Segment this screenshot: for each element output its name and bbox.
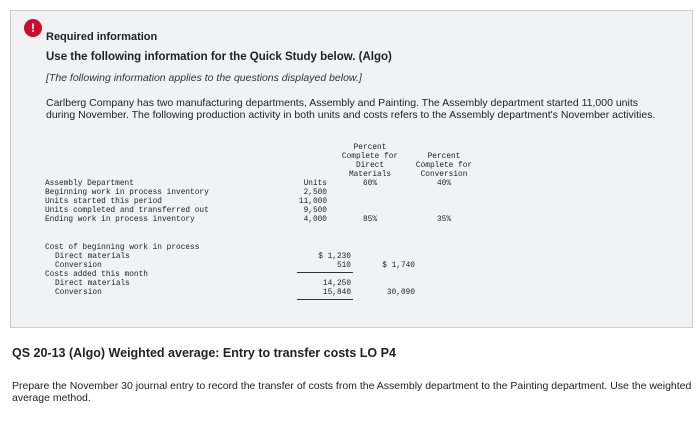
header-units: Units — [303, 180, 327, 188]
cost-added-total: 30,090 — [386, 289, 415, 297]
required-information-title: Required information — [46, 31, 158, 43]
header-conversion-line-3: Conversion — [420, 171, 468, 179]
row-ending-wip-units: 4,000 — [303, 216, 327, 224]
header-materials-line-1: Percent — [353, 144, 387, 152]
row-ending-wip-label: Ending work in process inventory — [45, 216, 195, 224]
cost-added-materials-value: 14,250 — [322, 280, 351, 288]
row-units-completed-units: 9,500 — [303, 207, 327, 215]
cost-added-materials-label: Direct materials — [55, 280, 130, 288]
row-beginning-wip-units: 2,500 — [303, 189, 327, 197]
question-prompt: Prepare the November 30 journal entry to record the transfer of costs from the Assembly department to the Painting department. Use the weighted average method. — [12, 380, 692, 404]
cost-added-label: Costs added this month — [45, 271, 148, 279]
row-beginning-wip-label: Beginning work in process inventory — [45, 189, 209, 197]
row-units-completed-label: Units completed and transferred out — [45, 207, 209, 215]
header-department: Assembly Department — [45, 180, 134, 188]
cost-added-conversion-value: 15,840 — [322, 289, 351, 297]
row-units-started-units: 11,000 — [298, 198, 327, 206]
cost-beginning-conversion-label: Conversion — [55, 262, 102, 270]
cost-added-conversion-label: Conversion — [55, 289, 102, 297]
row-ending-wip-materials-pct: 85% — [362, 216, 378, 224]
cost-beginning-conversion-value: 510 — [336, 262, 351, 270]
required-information-panel — [10, 10, 693, 328]
cost-beginning-materials-label: Direct materials — [55, 253, 130, 261]
row-units-started-label: Units started this period — [45, 198, 162, 206]
row-beginning-wip-conversion-pct: 40% — [436, 180, 452, 188]
header-materials-line-2: Complete for — [341, 153, 399, 161]
row-beginning-wip-materials-pct: 60% — [362, 180, 378, 188]
row-ending-wip-conversion-pct: 35% — [436, 216, 452, 224]
question-title: QS 20-13 (Algo) Weighted average: Entry to transfer costs LO P4 — [12, 346, 396, 360]
cost-beginning-label: Cost of beginning work in process — [45, 244, 200, 252]
header-conversion-line-1: Percent — [427, 153, 461, 161]
alert-icon: ! — [24, 19, 42, 37]
instructions-subtitle: Use the following information for the Quick Study below. (Algo) — [46, 51, 392, 63]
production-report — [35, 144, 485, 324]
cost-beginning-total: $ 1,740 — [382, 262, 415, 270]
header-materials-line-3: Direct — [355, 162, 385, 170]
applies-note: [The following information applies to the questions displayed below.] — [46, 72, 362, 84]
cost-added-underline — [297, 299, 353, 300]
cost-beginning-materials-value: $ 1,230 — [318, 253, 351, 261]
header-conversion-line-2: Complete for — [415, 162, 473, 170]
cost-beginning-underline — [297, 272, 353, 273]
header-materials-line-4: Materials — [348, 171, 392, 179]
company-description: Carlberg Company has two manufacturing departments, Assembly and Painting. The Assembly department started 11,000 units during November. The following production activity in both units and costs refers to the Assembly department's November activities. — [46, 97, 656, 121]
